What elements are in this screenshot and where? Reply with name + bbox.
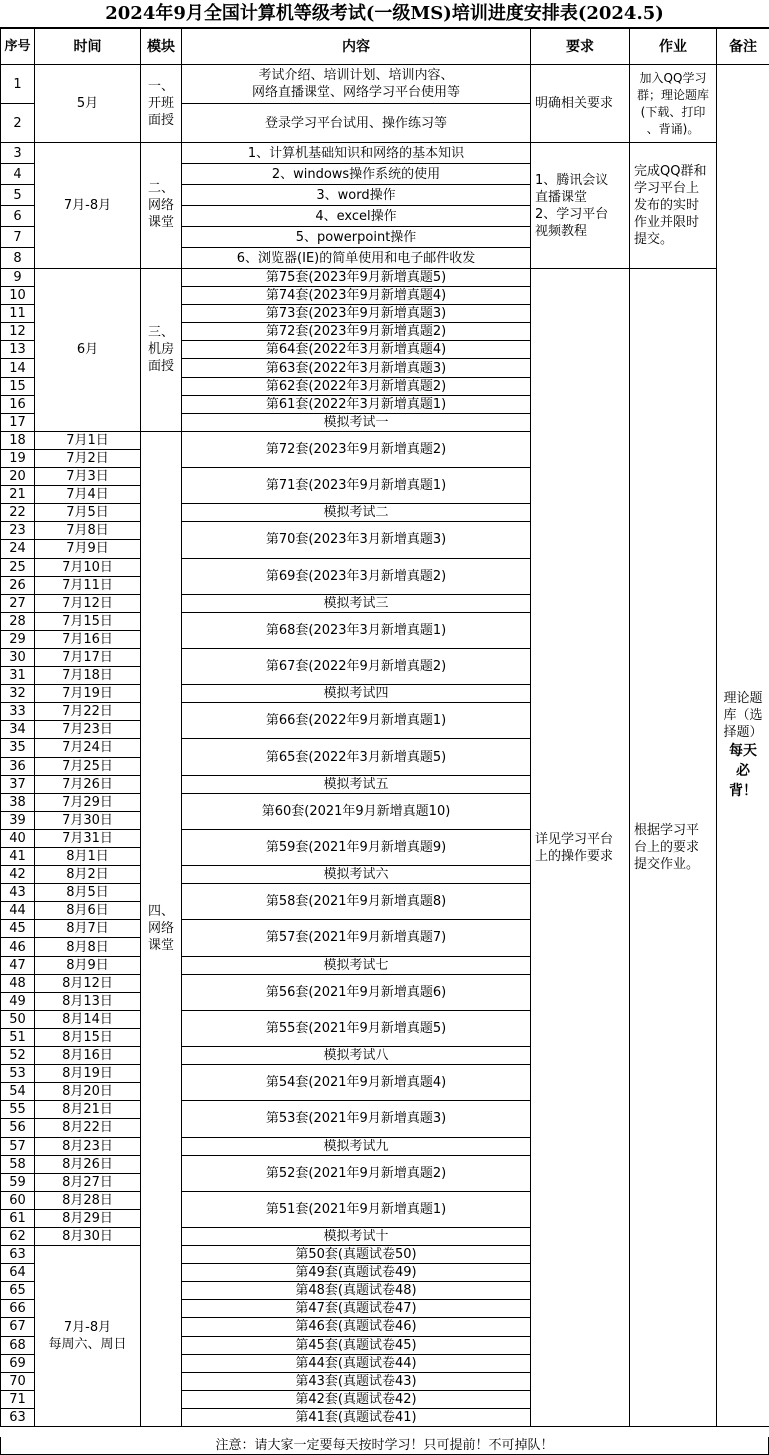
serial-cell: 15 <box>1 377 35 395</box>
date-cell: 7月30日 <box>35 811 141 829</box>
serial-cell: 14 <box>1 359 35 377</box>
table-row <box>1 65 769 104</box>
date-cell: 8月14日 <box>35 1010 141 1028</box>
content-cell: 第42套(真题试卷42) <box>182 1390 531 1408</box>
content-cell: 第43套(真题试卷43) <box>182 1372 531 1390</box>
date-cell: 7月25日 <box>35 757 141 775</box>
serial-cell: 3 <box>1 143 35 164</box>
content-cell: 模拟考试十 <box>182 1227 531 1245</box>
content-cell: 第61套(2022年3月新增真题1) <box>182 395 531 413</box>
content-cell: 第41套(真题试卷41) <box>182 1408 531 1426</box>
serial-cell: 21 <box>1 486 35 504</box>
table-row <box>1 143 769 164</box>
serial-cell: 7 <box>1 227 35 248</box>
serial-cell: 31 <box>1 667 35 685</box>
serial-cell: 38 <box>1 793 35 811</box>
header-serial: 序号 <box>1 29 35 65</box>
content-cell: 第45套(真题试卷45) <box>182 1336 531 1354</box>
content-cell: 考试介绍、培训计划、培训内容、 网络直播课堂、网络学习平台使用等 <box>182 65 531 104</box>
schedule-table <box>0 28 769 1427</box>
serial-cell: 23 <box>1 522 35 540</box>
date-cell: 7月17日 <box>35 648 141 666</box>
date-cell: 8月8日 <box>35 938 141 956</box>
content-cell: 第74套(2023年9月新增真题4) <box>182 287 531 305</box>
date-cell: 8月2日 <box>35 866 141 884</box>
serial-cell: 2 <box>1 104 35 143</box>
serial-cell: 67 <box>1 1318 35 1336</box>
content-cell: 第50套(真题试卷50) <box>182 1246 531 1264</box>
content-cell: 第58套(2021年9月新增真题8) <box>182 884 531 920</box>
serial-cell: 48 <box>1 974 35 992</box>
content-cell: 模拟考试八 <box>182 1047 531 1065</box>
date-cell: 7月31日 <box>35 829 141 847</box>
serial-cell: 43 <box>1 884 35 902</box>
date-cell: 8月29日 <box>35 1209 141 1227</box>
serial-cell: 71 <box>1 1390 35 1408</box>
homework-opening: 加入QQ学习 群；理论题库 (下载、打印 、背诵)。 <box>630 65 717 143</box>
serial-cell: 11 <box>1 305 35 323</box>
header-row <box>1 29 769 65</box>
serial-cell: 63 <box>1 1246 35 1264</box>
content-cell: 第48套(真题试卷48) <box>182 1282 531 1300</box>
content-cell: 模拟考试二 <box>182 504 531 522</box>
date-cell: 7月15日 <box>35 612 141 630</box>
content-cell: 1、计算机基础知识和网络的基本知识 <box>182 143 531 164</box>
date-cell: 8月27日 <box>35 1173 141 1191</box>
date-cell: 8月26日 <box>35 1155 141 1173</box>
serial-cell: 28 <box>1 612 35 630</box>
date-cell: 7月9日 <box>35 540 141 558</box>
serial-cell: 16 <box>1 395 35 413</box>
content-cell: 3、word操作 <box>182 185 531 206</box>
serial-cell: 55 <box>1 1101 35 1119</box>
content-cell: 2、windows操作系统的使用 <box>182 164 531 185</box>
content-cell: 模拟考试九 <box>182 1137 531 1155</box>
date-cell: 8月16日 <box>35 1047 141 1065</box>
header-remark: 备注 <box>717 29 769 65</box>
serial-cell: 8 <box>1 248 35 269</box>
serial-cell: 45 <box>1 920 35 938</box>
content-cell: 第57套(2021年9月新增真题7) <box>182 920 531 956</box>
serial-cell: 18 <box>1 431 35 449</box>
content-cell: 第44套(真题试卷44) <box>182 1354 531 1372</box>
table-row <box>1 269 769 287</box>
serial-cell: 69 <box>1 1354 35 1372</box>
serial-cell: 62 <box>1 1227 35 1245</box>
serial-cell: 10 <box>1 287 35 305</box>
serial-cell: 34 <box>1 721 35 739</box>
serial-cell: 41 <box>1 848 35 866</box>
serial-cell: 60 <box>1 1191 35 1209</box>
serial-cell: 50 <box>1 1010 35 1028</box>
content-cell: 第62套(2022年3月新增真题2) <box>182 377 531 395</box>
date-cell: 8月12日 <box>35 974 141 992</box>
date-cell: 8月9日 <box>35 956 141 974</box>
serial-cell: 46 <box>1 938 35 956</box>
date-cell: 8月21日 <box>35 1101 141 1119</box>
serial-cell: 44 <box>1 902 35 920</box>
serial-cell: 25 <box>1 558 35 576</box>
serial-cell: 65 <box>1 1282 35 1300</box>
content-cell: 登录学习平台试用、操作练习等 <box>182 104 531 143</box>
date-cell: 7月29日 <box>35 793 141 811</box>
serial-cell: 13 <box>1 341 35 359</box>
date-cell: 7月18日 <box>35 667 141 685</box>
serial-cell: 42 <box>1 866 35 884</box>
serial-cell: 29 <box>1 630 35 648</box>
serial-cell: 19 <box>1 449 35 467</box>
content-cell: 第72套(2023年9月新增真题2) <box>182 323 531 341</box>
date-cell: 8月13日 <box>35 992 141 1010</box>
content-cell: 第49套(真题试卷49) <box>182 1264 531 1282</box>
date-cell: 7月1日 <box>35 431 141 449</box>
content-cell: 模拟考试四 <box>182 685 531 703</box>
date-cell: 8月19日 <box>35 1065 141 1083</box>
header-time: 时间 <box>35 29 141 65</box>
serial-cell: 27 <box>1 594 35 612</box>
time-group-jul-aug: 7月-8月 <box>35 143 141 269</box>
time-group-may: 5月 <box>35 65 141 143</box>
date-cell: 7月23日 <box>35 721 141 739</box>
date-cell: 7月11日 <box>35 576 141 594</box>
content-cell: 第66套(2022年9月新增真题1) <box>182 703 531 739</box>
content-cell: 第68套(2023年3月新增真题1) <box>182 612 531 648</box>
serial-cell: 17 <box>1 413 35 431</box>
module-lab: 三、 机房 面授 <box>141 269 182 432</box>
serial-cell: 4 <box>1 164 35 185</box>
date-cell: 8月20日 <box>35 1083 141 1101</box>
content-cell: 4、excel操作 <box>182 206 531 227</box>
serial-cell: 20 <box>1 468 35 486</box>
date-cell: 8月1日 <box>35 848 141 866</box>
sheet-title: 2024年9月全国计算机等级考试(一级MS)培训进度安排表(2024.5) <box>0 0 769 28</box>
date-cell: 7月19日 <box>35 685 141 703</box>
module-online: 二、 网络 课堂 <box>141 143 182 269</box>
serial-cell: 54 <box>1 1083 35 1101</box>
remark-cell <box>717 65 769 1427</box>
serial-cell: 12 <box>1 323 35 341</box>
content-cell: 第67套(2022年9月新增真题2) <box>182 648 531 684</box>
serial-cell: 49 <box>1 992 35 1010</box>
serial-cell: 36 <box>1 757 35 775</box>
date-cell: 8月15日 <box>35 1028 141 1046</box>
content-cell: 第71套(2023年9月新增真题1) <box>182 468 531 504</box>
serial-cell: 40 <box>1 829 35 847</box>
remark-text: 理论题 库（选 择题） <box>723 691 763 740</box>
date-cell: 7月16日 <box>35 630 141 648</box>
date-cell: 7月26日 <box>35 775 141 793</box>
content-cell: 第72套(2023年9月新增真题2) <box>182 431 531 467</box>
date-cell: 8月5日 <box>35 884 141 902</box>
content-cell: 第69套(2023年3月新增真题2) <box>182 558 531 594</box>
date-cell: 7月3日 <box>35 468 141 486</box>
serial-cell: 24 <box>1 540 35 558</box>
content-cell: 6、浏览器(IE)的简单使用和电子邮件收发 <box>182 248 531 269</box>
serial-cell: 51 <box>1 1028 35 1046</box>
date-cell: 8月30日 <box>35 1227 141 1245</box>
content-cell: 第55套(2021年9月新增真题5) <box>182 1010 531 1046</box>
content-cell: 第53套(2021年9月新增真题3) <box>182 1101 531 1137</box>
date-cell: 8月7日 <box>35 920 141 938</box>
serial-cell: 39 <box>1 811 35 829</box>
content-cell: 第70套(2023年3月新增真题3) <box>182 522 531 558</box>
schedule-body <box>1 65 769 1427</box>
serial-cell: 61 <box>1 1209 35 1227</box>
content-cell: 5、powerpoint操作 <box>182 227 531 248</box>
serial-cell: 52 <box>1 1047 35 1065</box>
serial-cell: 33 <box>1 703 35 721</box>
serial-cell: 56 <box>1 1119 35 1137</box>
requirement-online: 1、腾讯会议 直播课堂 2、学习平台 视频教程 <box>531 143 630 269</box>
content-cell: 第73套(2023年9月新增真题3) <box>182 305 531 323</box>
content-cell: 第46套(真题试卷46) <box>182 1318 531 1336</box>
content-cell: 第64套(2022年3月新增真题4) <box>182 341 531 359</box>
content-cell: 第60套(2021年9月新增真题10) <box>182 793 531 829</box>
date-cell: 7月2日 <box>35 449 141 467</box>
header-content: 内容 <box>182 29 531 65</box>
date-cell: 8月22日 <box>35 1119 141 1137</box>
requirement-practice: 详见学习平台 上的操作要求 <box>531 269 630 1427</box>
homework-practice: 根据学习平 台上的要求 提交作业。 <box>630 269 717 1427</box>
serial-cell: 6 <box>1 206 35 227</box>
content-cell: 模拟考试七 <box>182 956 531 974</box>
content-cell: 第65套(2022年3月新增真题5) <box>182 739 531 775</box>
content-cell: 第56套(2021年9月新增真题6) <box>182 974 531 1010</box>
content-cell: 第54套(2021年9月新增真题4) <box>182 1065 531 1101</box>
serial-cell: 53 <box>1 1065 35 1083</box>
footer-note: 注意：请大家一定要每天按时学习！只可提前！不可掉队！ <box>0 1437 769 1455</box>
content-cell: 第63套(2022年3月新增真题3) <box>182 359 531 377</box>
serial-cell: 47 <box>1 956 35 974</box>
serial-cell: 68 <box>1 1336 35 1354</box>
header-requirement: 要求 <box>531 29 630 65</box>
serial-cell: 57 <box>1 1137 35 1155</box>
serial-cell: 30 <box>1 648 35 666</box>
date-cell: 7月12日 <box>35 594 141 612</box>
serial-cell: 58 <box>1 1155 35 1173</box>
date-cell: 7月10日 <box>35 558 141 576</box>
serial-cell: 64 <box>1 1264 35 1282</box>
serial-cell: 9 <box>1 269 35 287</box>
homework-online: 完成QQ群和 学习平台上 发布的实时 作业并限时 提交。 <box>630 143 717 269</box>
date-cell: 8月23日 <box>35 1137 141 1155</box>
content-cell: 模拟考试三 <box>182 594 531 612</box>
serial-cell: 26 <box>1 576 35 594</box>
serial-cell: 37 <box>1 775 35 793</box>
module-opening: 一、 开班 面授 <box>141 65 182 143</box>
date-cell: 8月6日 <box>35 902 141 920</box>
content-cell: 模拟考试五 <box>182 775 531 793</box>
serial-cell: 5 <box>1 185 35 206</box>
header-module: 模块 <box>141 29 182 65</box>
serial-cell: 59 <box>1 1173 35 1191</box>
serial-cell: 66 <box>1 1300 35 1318</box>
remark-emphasis: 每天 必 背！ <box>729 743 757 799</box>
serial-cell: 70 <box>1 1372 35 1390</box>
content-cell: 第47套(真题试卷47) <box>182 1300 531 1318</box>
serial-cell: 1 <box>1 65 35 104</box>
serial-cell: 35 <box>1 739 35 757</box>
content-cell: 第51套(2021年9月新增真题1) <box>182 1191 531 1227</box>
serial-cell: 32 <box>1 685 35 703</box>
content-cell: 模拟考试六 <box>182 866 531 884</box>
date-cell: 7月8日 <box>35 522 141 540</box>
header-homework: 作业 <box>630 29 717 65</box>
time-group-weekend: 7月-8月 每周六、周日 <box>35 1246 141 1427</box>
content-cell: 第75套(2023年9月新增真题5) <box>182 269 531 287</box>
serial-cell: 63 <box>1 1408 35 1426</box>
requirement-opening: 明确相关要求 <box>531 65 630 143</box>
content-cell: 模拟考试一 <box>182 413 531 431</box>
date-cell: 7月5日 <box>35 504 141 522</box>
date-cell: 7月22日 <box>35 703 141 721</box>
time-group-june: 6月 <box>35 269 141 432</box>
date-cell: 7月4日 <box>35 486 141 504</box>
content-cell: 第52套(2021年9月新增真题2) <box>182 1155 531 1191</box>
serial-cell: 22 <box>1 504 35 522</box>
content-cell: 第59套(2021年9月新增真题9) <box>182 829 531 865</box>
module-online-summer: 四、 网络 课堂 <box>141 431 182 1426</box>
date-cell: 7月24日 <box>35 739 141 757</box>
date-cell: 8月28日 <box>35 1191 141 1209</box>
